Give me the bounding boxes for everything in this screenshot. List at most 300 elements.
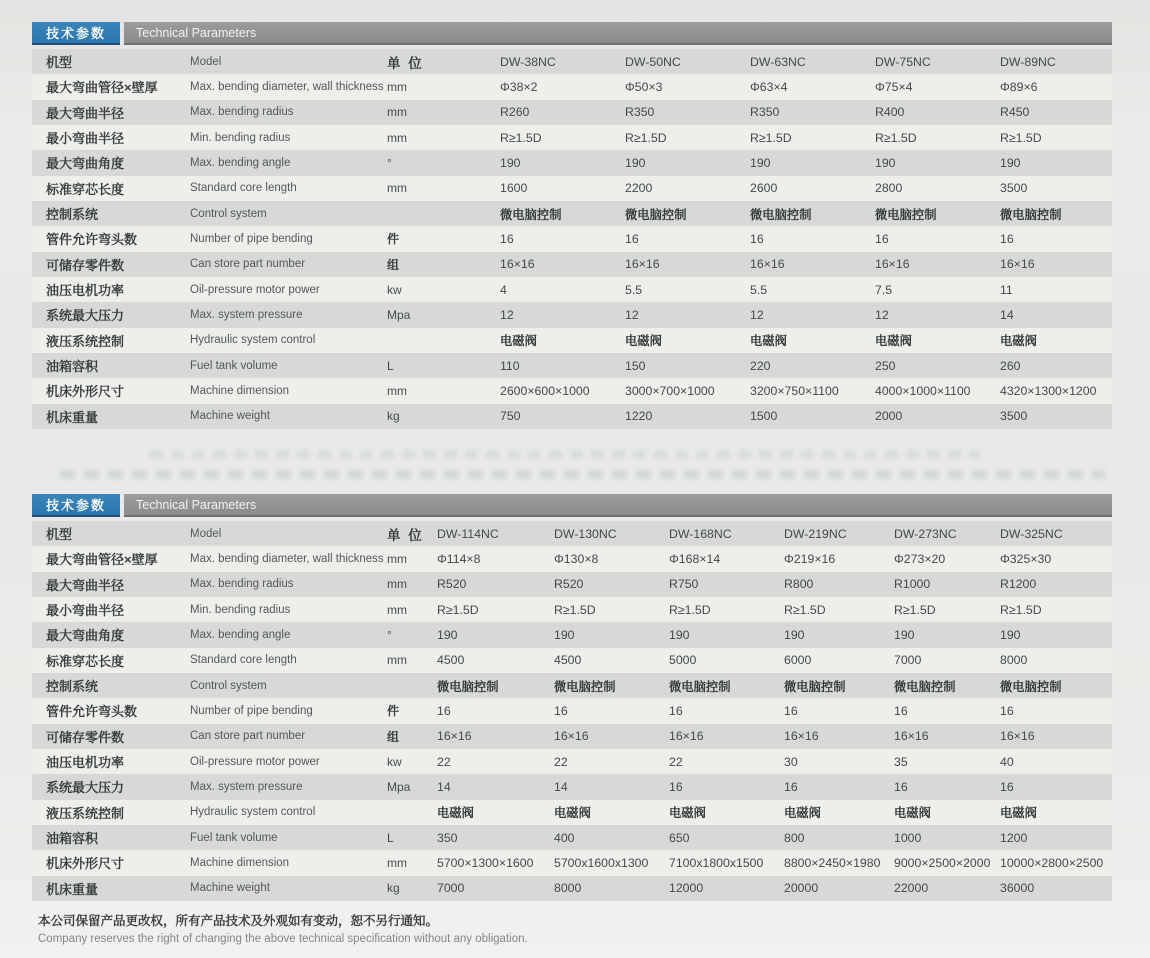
param-unit: ° (387, 155, 392, 170)
param-value: Φ130×8 (554, 551, 599, 566)
model-name: DW-219NC (784, 526, 847, 541)
param-unit: mm (387, 577, 407, 592)
param-value: 190 (669, 627, 690, 642)
param-name-en: Machine dimension (190, 856, 290, 869)
param-unit: mm (387, 602, 407, 617)
spec-table-2 (32, 521, 1112, 901)
param-value: 14 (1000, 307, 1014, 322)
param-value: 微电脑控制 (437, 679, 499, 694)
param-unit: L (387, 830, 394, 845)
param-value: 7000 (437, 881, 465, 896)
model-name: DW-168NC (669, 526, 732, 541)
table-row (32, 302, 1112, 327)
model-name: DW-38NC (500, 54, 556, 69)
table-row (32, 698, 1112, 723)
param-name-cn: 油箱容积 (46, 359, 99, 375)
param-value: R750 (669, 577, 699, 592)
param-value: 16×16 (894, 729, 929, 744)
param-value: 3500 (1000, 409, 1028, 424)
table-row (32, 353, 1112, 378)
param-unit: mm (387, 383, 407, 398)
col-header-cn: 机型 (46, 55, 73, 71)
param-value: 16 (784, 779, 798, 794)
model-name: DW-89NC (1000, 54, 1056, 69)
param-name-cn: 管件允许弯头数 (46, 704, 138, 720)
param-value: R450 (1000, 105, 1030, 120)
param-value: 190 (750, 155, 771, 170)
param-value: 190 (875, 155, 896, 170)
param-unit: mm (387, 551, 407, 566)
table-row (32, 876, 1112, 901)
param-value: 2600×600×1000 (500, 383, 590, 398)
table-row (32, 546, 1112, 571)
param-value: 3500 (1000, 181, 1028, 196)
table-row (32, 724, 1112, 749)
param-value: R350 (750, 105, 780, 120)
disclaimer-en: Company reserves the right of changing the above technical specification without any obligation. (38, 933, 528, 945)
param-value: 12 (750, 307, 764, 322)
param-value: 220 (750, 358, 771, 373)
param-name-cn: 控制系统 (46, 207, 99, 223)
param-value: R≥1.5D (500, 130, 542, 145)
spec-table-1 (32, 49, 1112, 429)
param-name-cn: 最大弯曲角度 (46, 156, 125, 172)
param-value: Φ273×20 (894, 551, 946, 566)
param-name-en: Machine weight (190, 882, 270, 895)
param-value: Φ325×30 (1000, 551, 1052, 566)
section-header-1 (32, 22, 1112, 45)
param-value: 16 (1000, 231, 1014, 246)
param-name-cn: 最大弯曲半径 (46, 577, 125, 593)
param-name-en: Max. system pressure (190, 780, 303, 793)
param-value: 1500 (750, 409, 778, 424)
param-value: Φ50×3 (625, 79, 663, 94)
param-value: R1200 (1000, 577, 1037, 592)
param-unit: kg (387, 881, 400, 896)
param-unit: mm (387, 181, 407, 196)
param-name-cn: 最小弯曲半径 (46, 131, 125, 147)
param-value: 22 (669, 754, 683, 769)
param-value: 16 (875, 231, 889, 246)
table-row (32, 176, 1112, 201)
model-name: DW-325NC (1000, 526, 1063, 541)
table-row (32, 100, 1112, 125)
param-name-en: Number of pipe bending (190, 704, 313, 717)
param-name-en: Standard core length (190, 654, 297, 667)
param-value: 16 (669, 779, 683, 794)
param-value: R400 (875, 105, 905, 120)
param-name-en: Control system (190, 207, 267, 220)
param-value: R≥1.5D (1000, 602, 1042, 617)
param-value: R1000 (894, 577, 931, 592)
param-value: 36000 (1000, 881, 1035, 896)
tech-params-section-2 (32, 494, 1112, 901)
model-name: DW-63NC (750, 54, 806, 69)
param-value: 5.5 (625, 282, 643, 297)
param-value: 150 (625, 358, 646, 373)
param-value: 16 (500, 231, 514, 246)
param-value: 16 (1000, 779, 1014, 794)
param-value: 8000 (554, 881, 582, 896)
param-value: 16 (750, 231, 764, 246)
param-value: 1000 (894, 830, 922, 845)
param-value: Φ219×16 (784, 551, 836, 566)
param-value: 4500 (437, 653, 465, 668)
table-row (32, 226, 1112, 251)
param-value: 190 (784, 627, 805, 642)
param-value: Φ89×6 (1000, 79, 1038, 94)
param-name-en: Oil-pressure motor power (190, 283, 320, 296)
param-value: 12000 (669, 881, 704, 896)
param-value: 电磁阀 (554, 806, 591, 821)
param-value: 微电脑控制 (669, 679, 731, 694)
param-value: R≥1.5D (784, 602, 826, 617)
param-value: 16 (894, 779, 908, 794)
param-unit: mm (387, 130, 407, 145)
param-value: 5700x1600x1300 (554, 855, 649, 870)
param-value: 电磁阀 (750, 334, 787, 349)
param-value: 190 (554, 627, 575, 642)
model-name: DW-130NC (554, 526, 617, 541)
param-value: 190 (437, 627, 458, 642)
param-unit: ° (387, 627, 392, 642)
table-row (32, 749, 1112, 774)
param-value: 190 (625, 155, 646, 170)
param-value: R≥1.5D (554, 602, 596, 617)
param-value: 微电脑控制 (1000, 207, 1062, 222)
param-value: 微电脑控制 (894, 679, 956, 694)
table-header-row (32, 49, 1112, 74)
param-value: 电磁阀 (1000, 806, 1037, 821)
param-name-cn: 标准穿芯长度 (46, 653, 125, 669)
param-value: 12 (875, 307, 889, 322)
table-row (32, 622, 1112, 647)
param-value: 微电脑控制 (625, 207, 687, 222)
param-name-en: Max. system pressure (190, 308, 303, 321)
param-name-cn: 机床重量 (46, 409, 99, 425)
param-value: 16 (625, 231, 639, 246)
param-value: 电磁阀 (875, 334, 912, 349)
param-value: 电磁阀 (437, 806, 474, 821)
param-unit (387, 800, 437, 825)
table-row (32, 74, 1112, 99)
param-value: 16 (437, 703, 451, 718)
model-name: DW-75NC (875, 54, 931, 69)
param-value: R≥1.5D (894, 602, 936, 617)
param-unit (387, 201, 500, 226)
param-name-en: Max. bending angle (190, 628, 291, 641)
param-value: 8000 (1000, 653, 1028, 668)
param-name-cn: 管件允许弯头数 (46, 232, 138, 248)
param-value: 16 (669, 703, 683, 718)
param-unit: mm (387, 855, 407, 870)
param-value: R≥1.5D (669, 602, 711, 617)
param-value: 1220 (625, 409, 653, 424)
param-value: 16×16 (437, 729, 472, 744)
param-value: 12 (625, 307, 639, 322)
param-name-cn: 油压电机功率 (46, 283, 125, 299)
param-value: 12 (500, 307, 514, 322)
table-row (32, 648, 1112, 673)
param-name-cn: 最大弯曲管径×壁厚 (46, 552, 158, 568)
section-title-en: Technical Parameters (124, 22, 1112, 45)
param-value: 微电脑控制 (1000, 679, 1062, 694)
param-name-cn: 油压电机功率 (46, 755, 125, 771)
param-name-en: Can store part number (190, 258, 306, 271)
param-value: Φ168×14 (669, 551, 721, 566)
param-value: 750 (500, 409, 521, 424)
param-name-en: Max. bending radius (190, 106, 294, 119)
param-value: R≥1.5D (437, 602, 479, 617)
param-value: 电磁阀 (669, 806, 706, 821)
param-value: 190 (894, 627, 915, 642)
param-name-en: Max. bending diameter, wall thickness (190, 80, 384, 93)
param-value: 电磁阀 (784, 806, 821, 821)
param-value: 10000×2800×2500 (1000, 855, 1104, 870)
param-value: 40 (1000, 754, 1014, 769)
param-name-cn: 系统最大压力 (46, 308, 125, 324)
param-value: 22 (437, 754, 451, 769)
table-header-row (32, 521, 1112, 546)
param-value: 16×16 (554, 729, 589, 744)
param-value: 电磁阀 (1000, 334, 1037, 349)
param-unit: kg (387, 409, 400, 424)
param-value: 4 (500, 282, 507, 297)
table-row (32, 125, 1112, 150)
param-value: 8800×2450×1980 (784, 855, 881, 870)
table-row (32, 404, 1112, 429)
param-name-en: Min. bending radius (190, 131, 291, 144)
param-name-en: Fuel tank volume (190, 359, 278, 372)
param-name-en: Hydraulic system control (190, 806, 316, 819)
param-value: R520 (554, 577, 584, 592)
param-value: 2200 (625, 181, 653, 196)
param-value: 110 (500, 358, 520, 373)
param-value: 微电脑控制 (784, 679, 846, 694)
param-name-cn: 最大弯曲管径×壁厚 (46, 80, 158, 96)
model-name: DW-114NC (437, 526, 499, 541)
param-value: R800 (784, 577, 814, 592)
col-header-unit: 单 位 (387, 55, 424, 71)
param-name-cn: 机床重量 (46, 881, 99, 897)
table-row (32, 201, 1112, 226)
param-value: R≥1.5D (1000, 130, 1042, 145)
param-value: 14 (554, 779, 568, 794)
param-value: 16 (784, 703, 798, 718)
param-value: 16×16 (500, 257, 535, 272)
param-name-en: Min. bending radius (190, 603, 291, 616)
table-row (32, 774, 1112, 799)
table-row (32, 825, 1112, 850)
param-unit: mm (387, 105, 407, 120)
param-value: 20000 (784, 881, 819, 896)
param-name-en: Machine dimension (190, 384, 290, 397)
col-header-en: Model (190, 55, 222, 68)
param-value: 7.5 (875, 282, 893, 297)
param-unit: kw (387, 754, 402, 769)
param-value: 2800 (875, 181, 903, 196)
param-value: 6000 (784, 653, 812, 668)
col-header-cn: 机型 (46, 527, 73, 543)
param-value: R260 (500, 105, 530, 120)
table-row (32, 252, 1112, 277)
param-value: 电磁阀 (894, 806, 931, 821)
param-value: 1600 (500, 181, 528, 196)
param-value: 16×16 (669, 729, 704, 744)
param-value: 16×16 (1000, 729, 1035, 744)
col-header-unit: 单 位 (387, 527, 424, 543)
param-value: 250 (875, 358, 896, 373)
param-value: 电磁阀 (625, 334, 662, 349)
table-row (32, 277, 1112, 302)
param-name-en: Hydraulic system control (190, 334, 316, 347)
table-row (32, 673, 1112, 698)
disclaimer (38, 911, 528, 945)
disclaimer-cn: 本公司保留产品更改权，所有产品技术及外观如有变动，恕不另行通知。 (38, 914, 439, 928)
param-value: 16×16 (625, 257, 660, 272)
param-value: 5.5 (750, 282, 768, 297)
print-bleed-through-artifact (60, 470, 1105, 479)
param-name-cn: 机床外形尺寸 (46, 856, 125, 872)
param-value: 微电脑控制 (554, 679, 616, 694)
param-value: 260 (1000, 358, 1021, 373)
param-value: 16 (554, 703, 568, 718)
param-value: 16 (894, 703, 908, 718)
param-value: 电磁阀 (500, 334, 537, 349)
param-value: R≥1.5D (875, 130, 917, 145)
param-unit: Mpa (387, 307, 411, 322)
param-value: 9000×2500×2000 (894, 855, 991, 870)
param-value: 微电脑控制 (875, 207, 937, 222)
param-value: 1200 (1000, 830, 1028, 845)
param-unit: 件 (387, 232, 400, 247)
param-value: R≥1.5D (625, 130, 667, 145)
param-unit (387, 328, 500, 353)
param-name-en: Max. bending radius (190, 578, 294, 591)
param-value: 16×16 (750, 257, 785, 272)
param-unit: 件 (387, 704, 400, 719)
param-value: 微电脑控制 (750, 207, 812, 222)
param-unit: 组 (387, 257, 400, 272)
param-value: 4500 (554, 653, 582, 668)
param-unit: kw (387, 282, 402, 297)
param-value: 3200×750×1100 (750, 383, 839, 398)
param-value: 400 (554, 830, 575, 845)
param-name-cn: 最大弯曲角度 (46, 628, 125, 644)
param-name-en: Oil-pressure motor power (190, 755, 320, 768)
table-row (32, 800, 1112, 825)
param-value: R≥1.5D (750, 130, 792, 145)
param-value: 190 (500, 155, 521, 170)
param-value: 4000×1000×1100 (875, 383, 971, 398)
param-value: 16×16 (1000, 257, 1035, 272)
param-value: 3000×700×1000 (625, 383, 715, 398)
param-value: 16×16 (875, 257, 910, 272)
model-name: DW-273NC (894, 526, 957, 541)
col-header-en: Model (190, 527, 222, 540)
param-name-en: Standard core length (190, 182, 297, 195)
param-name-en: Max. bending diameter, wall thickness (190, 552, 384, 565)
param-unit (387, 673, 437, 698)
param-value: 11 (1000, 282, 1013, 297)
table-row (32, 597, 1112, 622)
section-title-en: Technical Parameters (124, 494, 1112, 517)
param-name-cn: 液压系统控制 (46, 333, 125, 349)
param-value: 2000 (875, 409, 903, 424)
model-name: DW-50NC (625, 54, 681, 69)
param-name-en: Max. bending angle (190, 156, 291, 169)
param-name-en: Fuel tank volume (190, 831, 278, 844)
param-value: Φ75×4 (875, 79, 913, 94)
param-value: R350 (625, 105, 655, 120)
param-value: 7000 (894, 653, 922, 668)
param-name-cn: 系统最大压力 (46, 780, 125, 796)
param-value: 22 (554, 754, 568, 769)
param-value: 16 (1000, 703, 1014, 718)
tech-params-section-1 (32, 22, 1112, 429)
param-name-en: Control system (190, 679, 267, 692)
param-value: 5700×1300×1600 (437, 855, 534, 870)
param-value: 190 (1000, 627, 1021, 642)
table-row (32, 150, 1112, 175)
param-name-cn: 控制系统 (46, 679, 99, 695)
section-header-2 (32, 494, 1112, 517)
param-value: 16×16 (784, 729, 819, 744)
param-value: 350 (437, 830, 458, 845)
table-row (32, 850, 1112, 875)
param-name-cn: 油箱容积 (46, 831, 99, 847)
param-value: 190 (1000, 155, 1021, 170)
param-unit: Mpa (387, 779, 411, 794)
param-value: Φ38×2 (500, 79, 538, 94)
param-value: 35 (894, 754, 908, 769)
param-value: Φ114×8 (437, 551, 481, 566)
param-name-cn: 标准穿芯长度 (46, 181, 125, 197)
section-badge-cn: 技术参数 (32, 22, 120, 45)
param-name-cn: 可储存零件数 (46, 257, 125, 273)
print-bleed-through-artifact (150, 450, 980, 459)
param-name-en: Number of pipe bending (190, 232, 313, 245)
param-value: 4320×1300×1200 (1000, 383, 1097, 398)
param-unit: L (387, 358, 394, 373)
param-value: 7100x1800x1500 (669, 855, 764, 870)
param-name-en: Machine weight (190, 410, 270, 423)
param-unit: mm (387, 653, 407, 668)
param-name-cn: 最小弯曲半径 (46, 603, 125, 619)
param-value: 650 (669, 830, 690, 845)
param-name-cn: 机床外形尺寸 (46, 384, 125, 400)
param-value: 30 (784, 754, 798, 769)
param-value: R520 (437, 577, 467, 592)
table-row (32, 378, 1112, 403)
param-name-en: Can store part number (190, 730, 306, 743)
param-name-cn: 可储存零件数 (46, 729, 125, 745)
param-value: 800 (784, 830, 805, 845)
param-value: 5000 (669, 653, 697, 668)
section-badge-cn: 技术参数 (32, 494, 120, 517)
table-row (32, 572, 1112, 597)
param-unit: mm (387, 79, 407, 94)
param-value: 22000 (894, 881, 929, 896)
param-name-cn: 液压系统控制 (46, 805, 125, 821)
param-unit: 组 (387, 729, 400, 744)
param-name-cn: 最大弯曲半径 (46, 105, 125, 121)
param-value: 2600 (750, 181, 778, 196)
param-value: 微电脑控制 (500, 207, 562, 222)
param-value: Φ63×4 (750, 79, 788, 94)
param-value: 14 (437, 779, 451, 794)
table-row (32, 328, 1112, 353)
